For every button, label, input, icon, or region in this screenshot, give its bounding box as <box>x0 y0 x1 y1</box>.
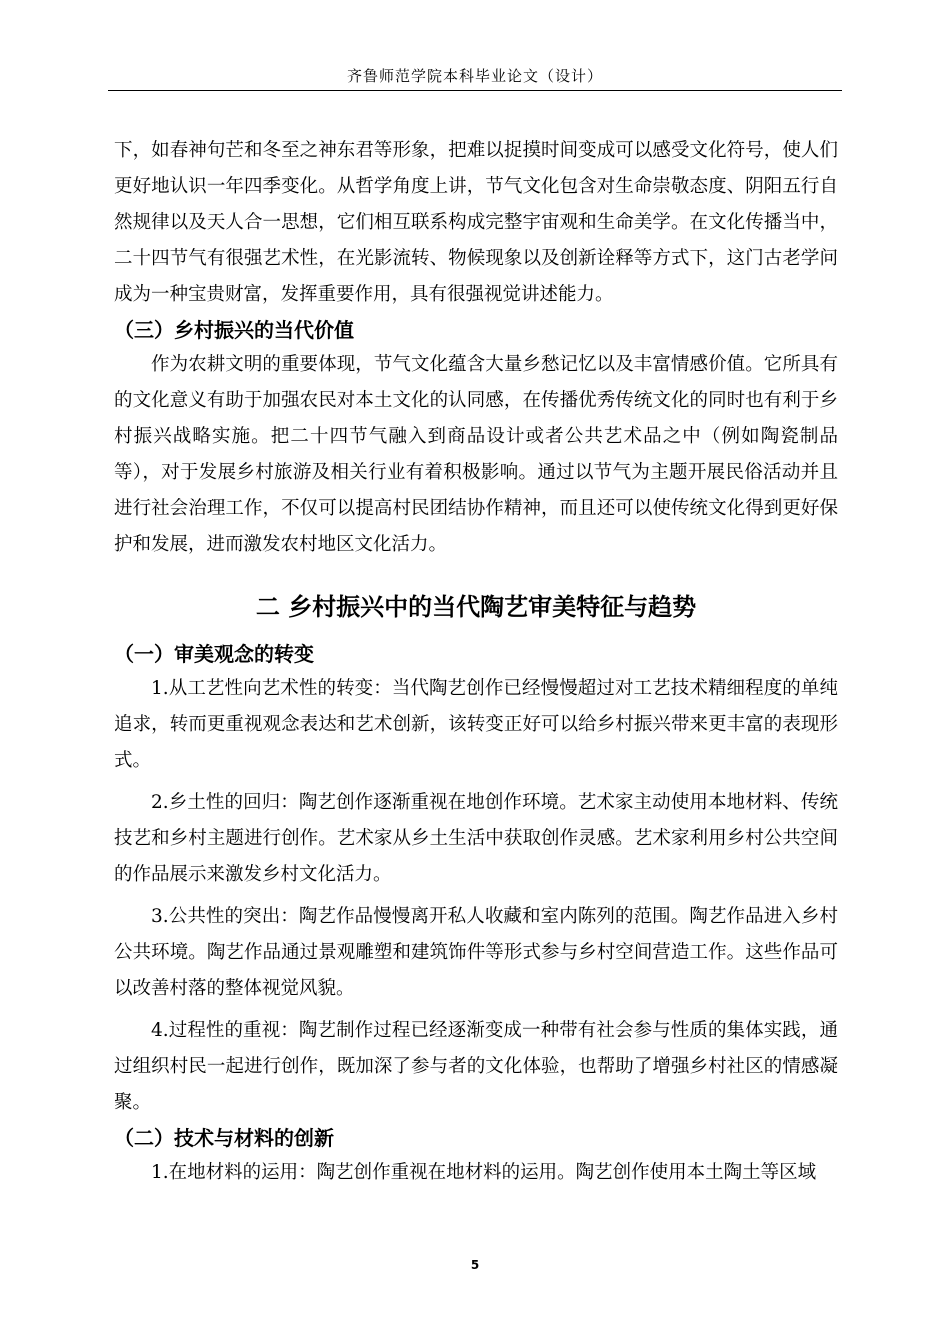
section-heading: 二 乡村振兴中的当代陶艺审美特征与趋势 <box>255 593 697 621</box>
subheading-tech-material: （二）技术与材料的创新 <box>114 1126 334 1150</box>
paragraph-rural-value: 作为农耕文明的重要体现，节气文化蕴含大量乡愁记忆以及丰富情感价值。它所具有的文化意义有助于加强农民对本土文化的认同感，在传播优秀传统文化的同时也有利于乡村振兴战略实施。把二十四节气融入到商品设计或者公共艺术品之中（例如陶瓷制品等），对于发展乡村旅游及相关行业有着积极影响。通过以节气为主题开展民俗活动并且进行社会治理工作，不仅可以提高村民团结协作精神，而且还可以使传统文化得到更好保护和发展，进而激发农村地区文化活力。 <box>114 354 838 555</box>
subheading-rural-value: （三）乡村振兴的当代价值 <box>114 318 354 342</box>
subheading-aesthetic-shift: （一）审美观念的转变 <box>114 642 314 666</box>
page-number: 5 <box>470 1258 480 1272</box>
paragraph-item-1: 1.从工艺性向艺术性的转变：当代陶艺创作已经慢慢超过对工艺技术精细程度的单纯追求，转而更重视观念表达和艺术创新，该转变正好可以给乡村振兴带来更丰富的表现形式。 <box>114 678 838 771</box>
running-header: 齐鲁师范学院本科毕业论文（设计） <box>346 67 603 85</box>
paragraph-item-2: 2.乡土性的回归：陶艺创作逐渐重视在地创作环境。艺术家主动使用本地材料、传统技艺和乡村主题进行创作。艺术家从乡土生活中获取创作灵感。艺术家利用乡村公共空间的作品展示来激发乡村文化活力。 <box>114 792 838 885</box>
paragraph-item-3: 3.公共性的突出：陶艺作品慢慢离开私人收藏和室内陈列的范围。陶艺作品进入乡村公共环境。陶艺作品通过景观雕塑和建筑饰件等形式参与乡村空间营造工作。这些作品可以改善村落的整体视觉风貌。 <box>114 906 838 999</box>
paragraph-item-4: 4.过程性的重视：陶艺制作过程已经逐渐变成一种带有社会参与性质的集体实践，通过组织村民一起进行创作，既加深了参与者的文化体验，也帮助了增强乡村社区的情感凝聚。 <box>114 1020 838 1113</box>
page-body <box>114 133 838 1191</box>
paragraph-material-1: 1.在地材料的运用：陶艺创作重视在地材料的运用。陶艺创作使用本土陶土等区域 <box>151 1162 817 1183</box>
paragraph-continued: 下，如春神句芒和冬至之神东君等形象，把难以捉摸时间变成可以感受文化符号，使人们更好地认识一年四季变化。从哲学角度上讲，节气文化包含对生命崇敬态度、阴阳五行自然规律以及天人合一思想，它们相互联系构成完整宇宙观和生命美学。在文化传播当中，二十四节气有很强艺术性，在光影流转、物候现象以及创新诠释等方式下，这门古老学问成为一种宝贵财富，发挥重要作用，具有很强视觉讲述能力。 <box>114 140 838 305</box>
header-rule <box>108 90 842 91</box>
